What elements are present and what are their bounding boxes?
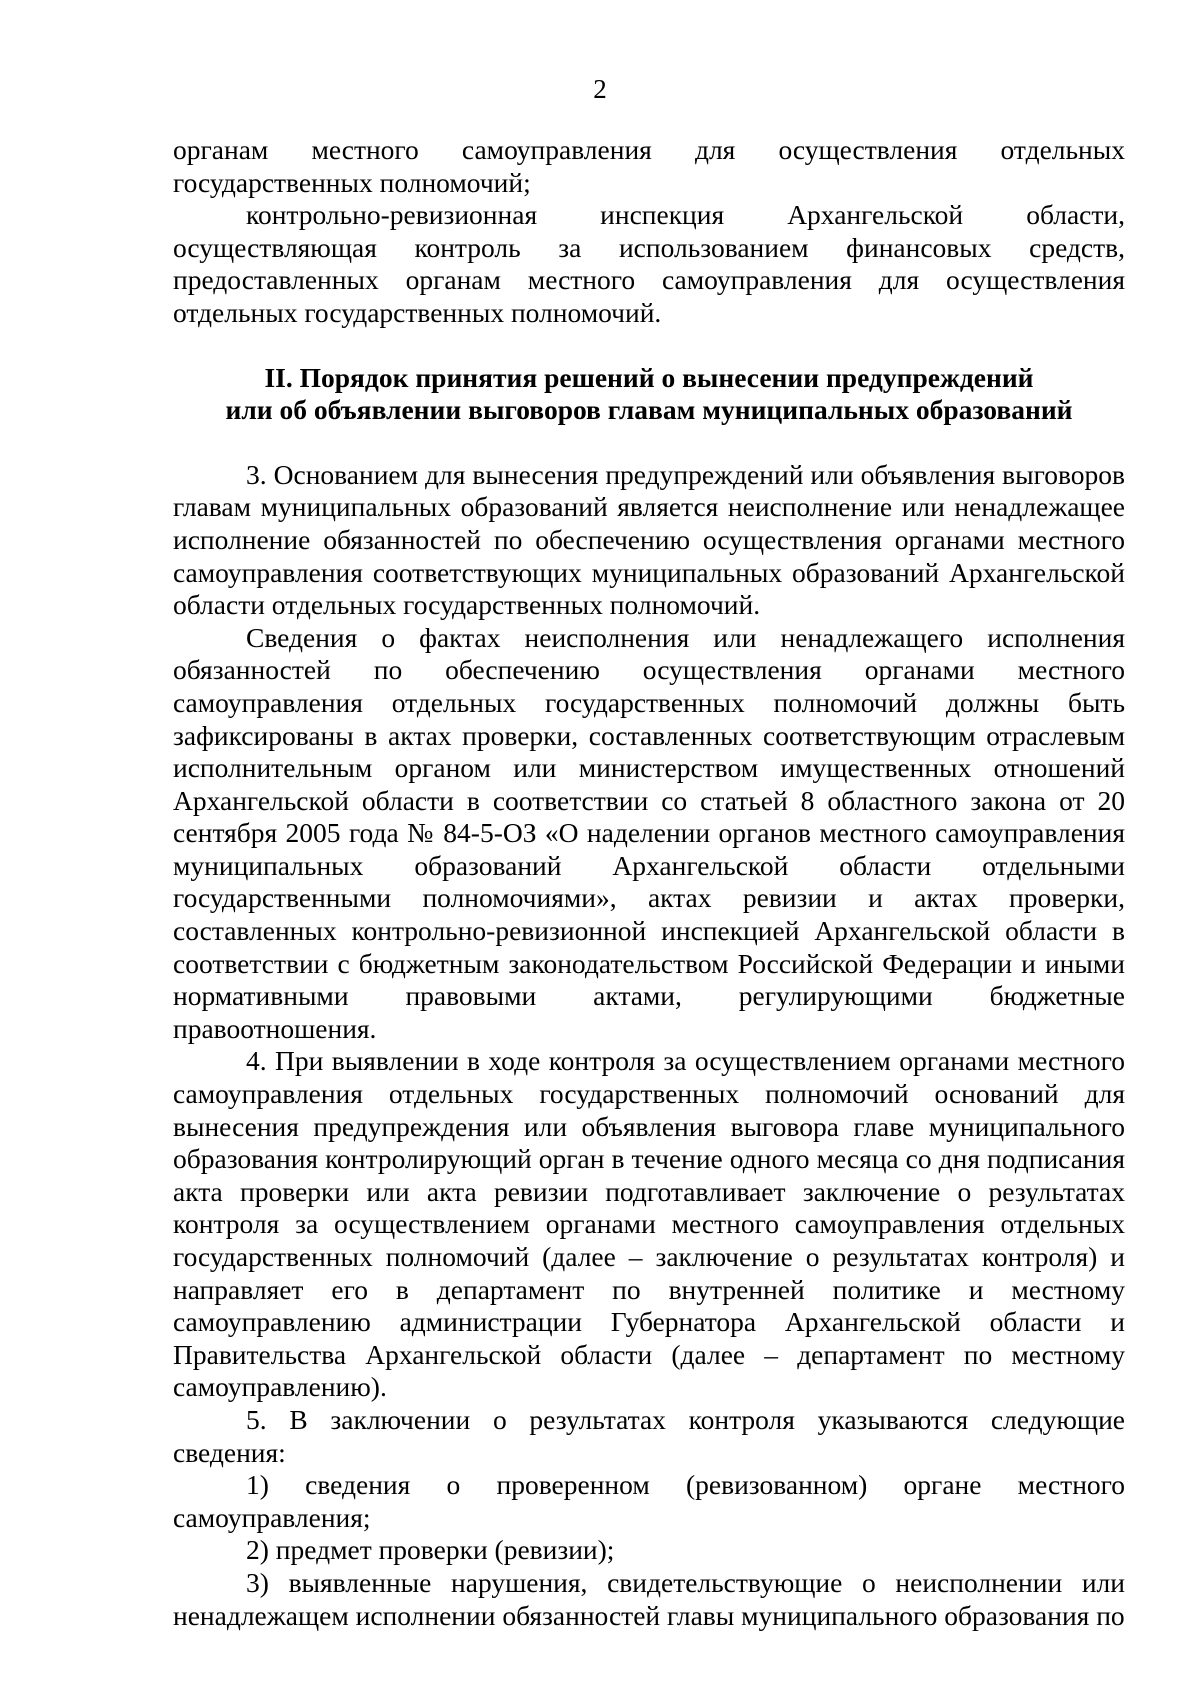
section-heading [173,362,1125,427]
paragraph-item-5: 5. В заключении о результатах контроля указываются следующие сведения: [173,1403,1125,1468]
paragraph-item-4: 4. При выявлении в ходе контроля за осуществлением органами местного самоуправления отдельных государственных полномочий оснований для вынесения предупреждения или объявления выговора главе муниципального образования контролирующий орган в течение одного месяца со дня подписания акта проверки или акта ревизии подготавливает заключение о результатах контроля за осуществлением органами местного самоуправления отдельных государственных полномочий (далее – заключение о результатах контроля) и направляет его в департамент по внутренней политике и местному самоуправлению администрации Губернатора Архангельской области и Правительства Архангельской области (далее – департамент по местному самоуправлению). [173,1045,1125,1403]
document-body [173,134,1125,1632]
list-item: 3) выявленные нарушения, свидетельствующие о неисполнении или ненадлежащем исполнении обязанностей главы муниципального образования по [173,1566,1125,1631]
paragraph-evidence: Сведения о фактах неисполнения или ненадлежащего исполнения обязанностей по обеспечению осуществления органами местного самоуправления отдельных государственных полномочий должны быть зафиксированы в актах проверки, составленных соответствующим отраслевым исполнительным органом или министерством имущественных отношений Архангельской области в соответствии со статьей 8 областного закона от 20 сентября 2005 года № 84-5-ОЗ «О наделении органов местного самоуправления муниципальных образований Архангельской области отдельными государственными полномочиями», актах ревизии и актах проверки, составленных контрольно-ревизионной инспекцией Архангельской области в соответствии с бюджетным законодательством Российской Федерации и иными нормативными правовыми актами, регулирующими бюджетные правоотношения. [173,621,1125,1044]
intro-paragraph: органам местного самоуправления для осуществления отдельных государственных полномочий; [173,134,1125,198]
list-item: 1) сведения о проверенном (ревизованном) органе местного самоуправления; [173,1469,1125,1533]
intro-paragraph: контрольно-ревизионная инспекция Архангельской области, осуществляющая контроль за использованием финансовых средств, предоставленных органам местного самоуправления для осуществления отдельных государственных полномочий. [173,199,1125,328]
section-heading-line: или об объявлении выговоров главам муниципальных образований [225,394,1073,426]
paragraph-item-3: 3. Основанием для вынесения предупреждений или объявления выговоров главам муниципальных образований является неисполнение или ненадлежащее исполнение обязанностей по обеспечению осуществления органами местного самоуправления соответствующих муниципальных образований Архангельской области отдельных государственных полномочий. [173,458,1125,621]
list-item: 2) предмет проверки (ревизии); [246,1534,615,1566]
section-heading-line: II. Порядок принятия решений о вынесении предупреждений [264,361,1034,393]
page-number: 2 [593,74,607,104]
